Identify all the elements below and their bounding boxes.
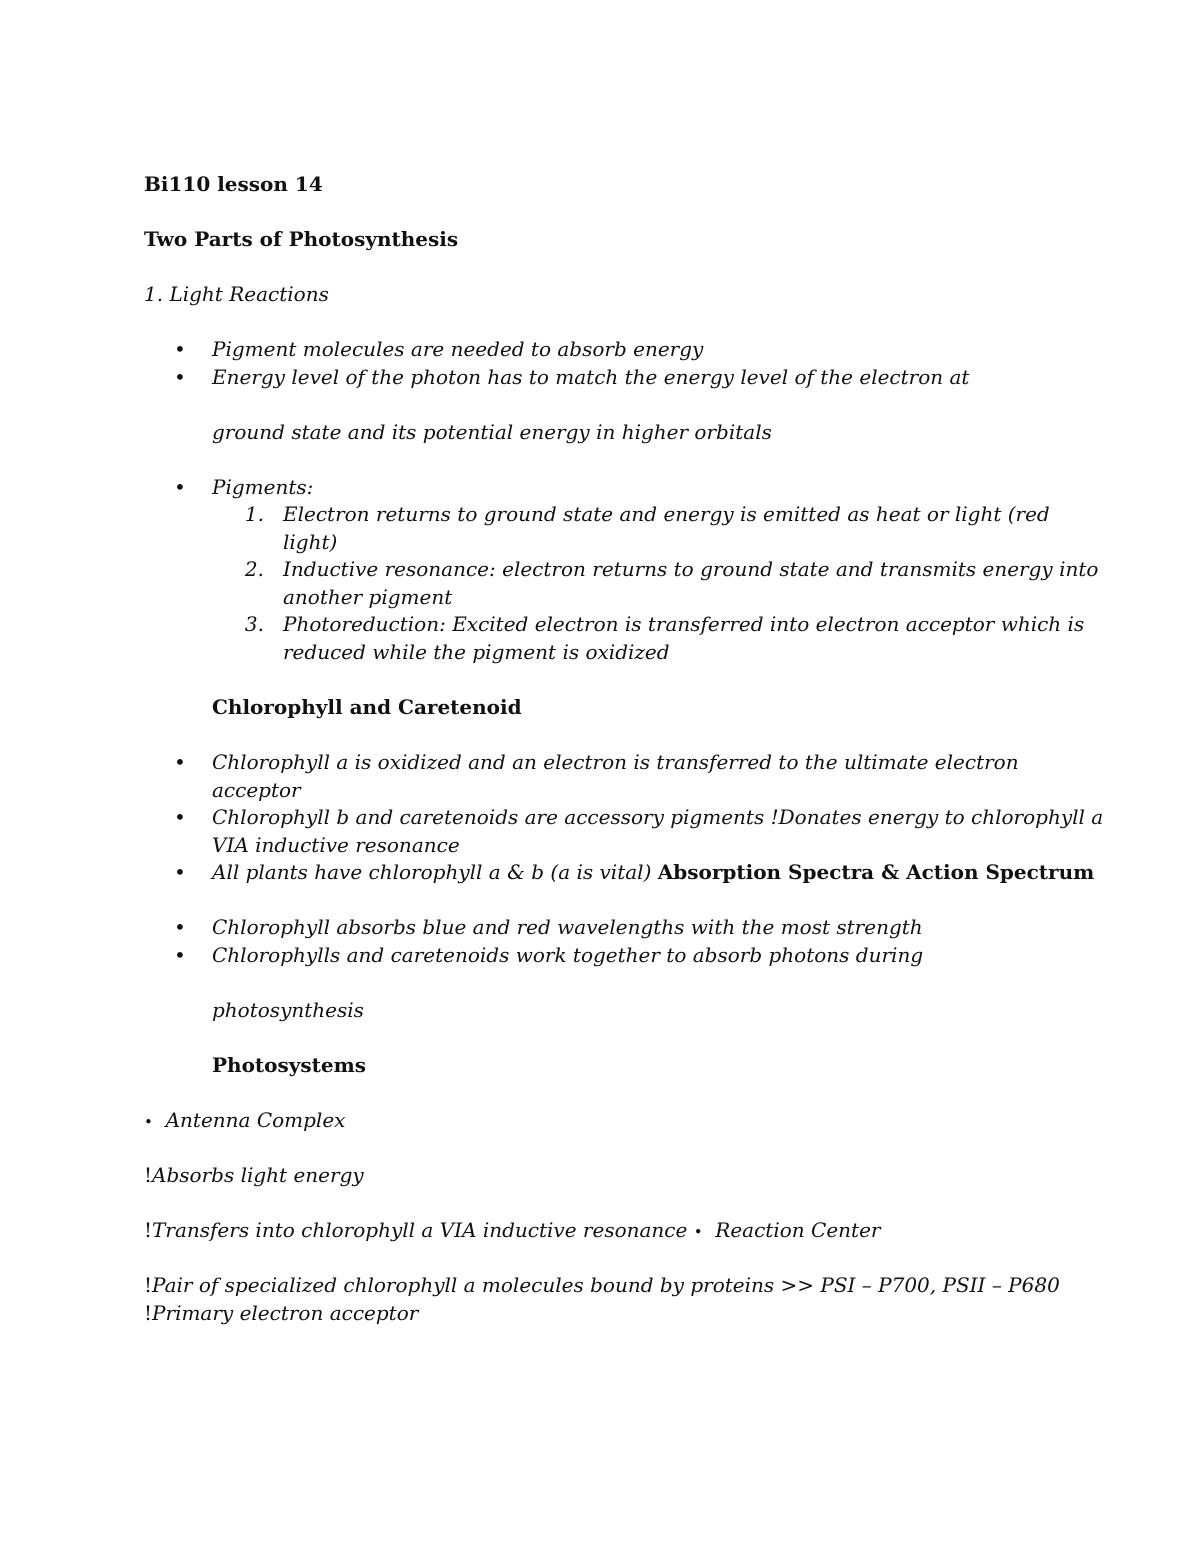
- list-item: [212, 858, 1094, 886]
- document-title: Bi110 lesson 14: [144, 172, 323, 196]
- list-item: [144, 1299, 418, 1327]
- list-number: 1.: [244, 502, 264, 526]
- list-item: [144, 1106, 345, 1136]
- bullet: •: [174, 337, 186, 361]
- list-item: Energy level of the photon has to match the energy level of the electron at: [212, 365, 970, 389]
- bullet: •: [174, 475, 186, 499]
- list-item-text: Chlorophyll b and caretenoids are accessory pigments: [212, 805, 771, 829]
- arrow-glyph: !: [144, 1301, 153, 1325]
- bullet: •: [174, 750, 186, 774]
- section-light-reactions: 1. Light Reactions: [144, 282, 329, 306]
- list-item-text: Absorbs light energy: [152, 1163, 364, 1187]
- bullet: •: [174, 860, 186, 884]
- list-item: [144, 1271, 1060, 1299]
- list-item-text: All plants have chlorophyll a & b (a is vital): [212, 860, 658, 884]
- antenna-complex-label: Antenna Complex: [165, 1108, 346, 1132]
- section-chlorophyll-heading: Chlorophyll and Caretenoid: [212, 695, 522, 719]
- section-absorption-heading: Absorption Spectra & Action Spectrum: [657, 860, 1095, 884]
- list-item-text: Pair of specialized chlorophyll a molecules bound by proteins >> PSI – P700, PSII – P680: [152, 1273, 1060, 1297]
- list-item: [144, 1161, 364, 1189]
- section-photosystems-heading: Photosystems: [212, 1053, 367, 1077]
- list-item: Chlorophylls and caretenoids work together to absorb photons during: [212, 943, 924, 967]
- list-number: 2.: [244, 557, 264, 581]
- list-item-continuation: acceptor: [212, 778, 301, 802]
- numbered-item: Electron returns to ground state and energy is emitted as heat or light (red: [283, 502, 1050, 526]
- arrow-glyph: !: [144, 1218, 153, 1242]
- list-number: 3.: [244, 612, 264, 636]
- numbered-item-continuation: another pigment: [283, 585, 453, 609]
- numbered-item: Inductive resonance: electron returns to ground state and transmits energy into: [283, 557, 1099, 581]
- list-item: Chlorophyll a is oxidized and an electron is transferred to the ultimate electron: [212, 750, 1019, 774]
- list-item: [144, 1216, 880, 1246]
- bullet: •: [174, 365, 186, 389]
- bullet: •: [174, 805, 186, 829]
- list-item: [212, 803, 1103, 831]
- bullet: •: [174, 915, 186, 939]
- small-bullet: •: [144, 1113, 153, 1131]
- bullet: •: [174, 943, 186, 967]
- numbered-item-continuation: light): [283, 530, 338, 554]
- numbered-item: Photoreduction: Excited electron is transferred into electron acceptor which is: [283, 612, 1085, 636]
- list-item: Pigment molecules are needed to absorb energy: [212, 337, 704, 361]
- main-heading: Two Parts of Photosynthesis: [144, 227, 459, 251]
- reaction-center-label: Reaction Center: [715, 1218, 881, 1242]
- list-item-text: Primary electron acceptor: [152, 1301, 419, 1325]
- numbered-item-continuation: reduced while the pigment is oxidized: [283, 640, 670, 664]
- list-item: Chlorophyll absorbs blue and red wavelengths with the most strength: [212, 915, 923, 939]
- list-item-continuation: ground state and its potential energy in higher orbitals: [212, 420, 772, 444]
- list-item: Pigments:: [212, 475, 314, 499]
- list-item-continuation: VIA inductive resonance: [212, 833, 460, 857]
- arrow-glyph: !: [144, 1273, 153, 1297]
- list-item-continuation: photosynthesis: [212, 998, 364, 1022]
- arrow-glyph: !: [144, 1163, 153, 1187]
- small-bullet: •: [693, 1223, 703, 1241]
- list-item-text: Transfers into chlorophyll a VIA inductive resonance: [152, 1218, 688, 1242]
- arrow-text: !Donates energy to chlorophyll a: [770, 805, 1104, 829]
